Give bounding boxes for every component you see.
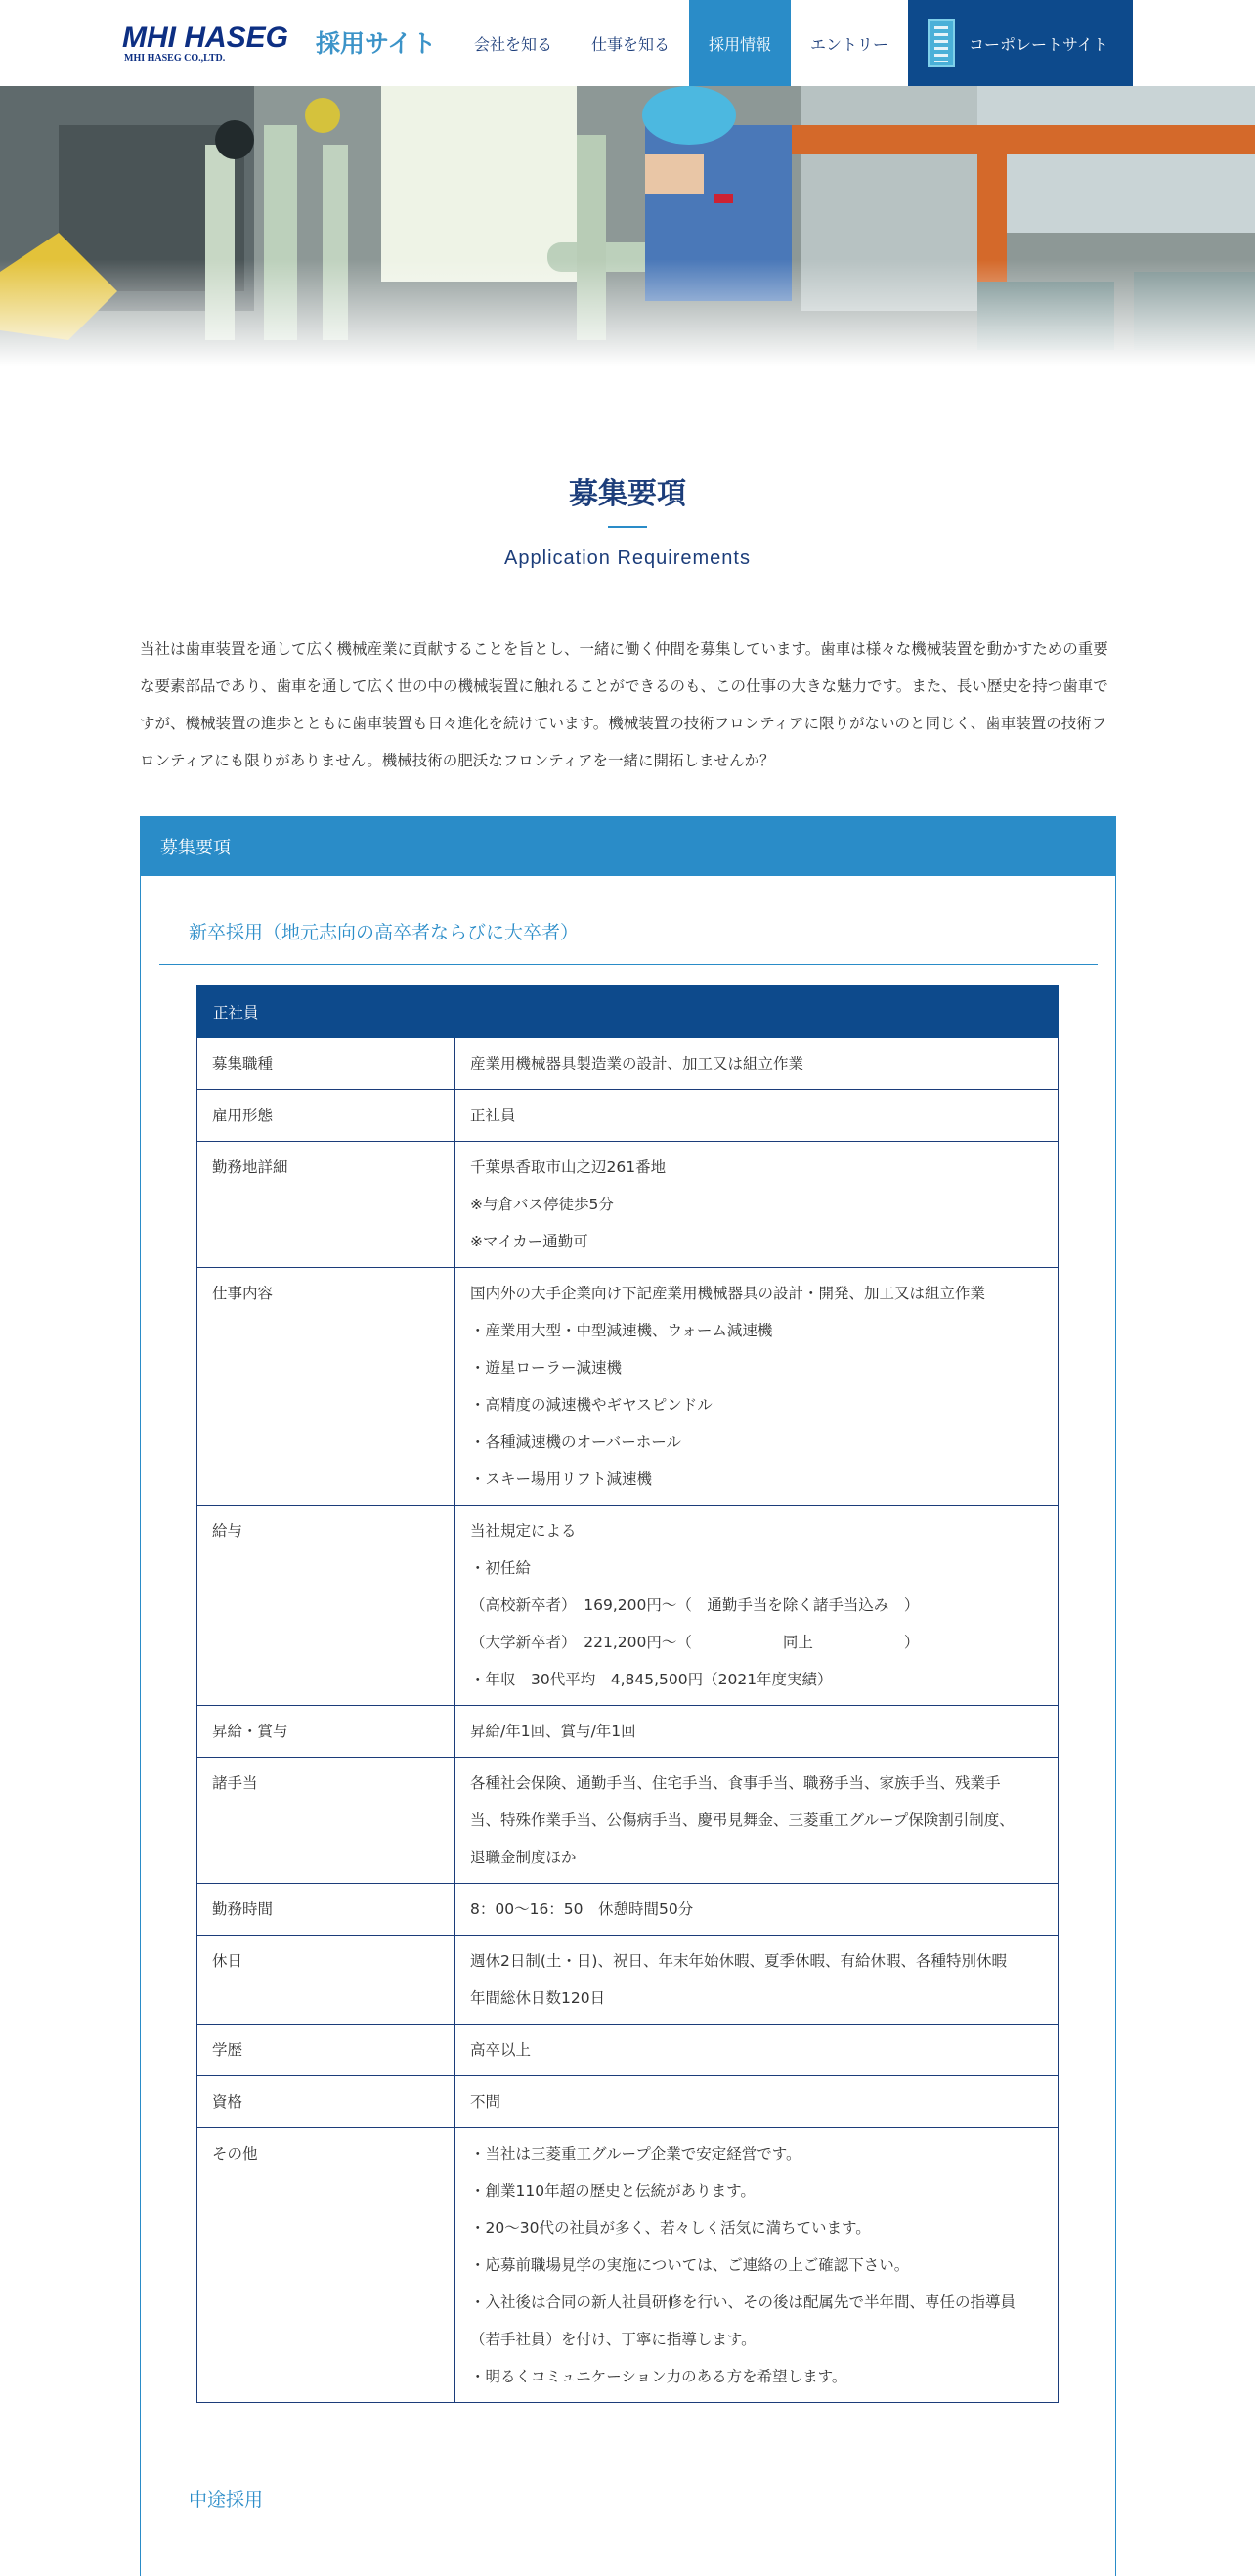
row-value-line: ・遊星ローラー減速機 — [470, 1359, 623, 1376]
row-label: 雇用形態 — [197, 1090, 455, 1142]
row-value-line: 不問 — [470, 2093, 501, 2111]
requirements-table — [196, 985, 1059, 2403]
table-row — [197, 1884, 1059, 1936]
row-value-line: 退職金制度ほか — [470, 1849, 577, 1866]
logo-main-text: MHI HASEG — [122, 22, 289, 54]
panel-heading: 募集要項 — [141, 817, 1115, 876]
row-value-line: ※与倉バス停徒歩5分 — [470, 1196, 614, 1213]
title-divider — [608, 526, 647, 528]
site-header — [0, 0, 1255, 86]
row-value-line: ※マイカー通勤可 — [470, 1233, 588, 1250]
row-label: 諸手当 — [197, 1758, 455, 1884]
row-label: 勤務地詳細 — [197, 1142, 455, 1268]
row-label: 休日 — [197, 1936, 455, 2025]
row-value-line: （大学新卒者） 221,200円～（ 同上 ） — [470, 1634, 920, 1651]
table-row — [197, 1268, 1059, 1506]
table-row — [197, 2128, 1059, 2403]
row-value-line: 年間総休日数120日 — [470, 1989, 606, 2007]
row-value-line: （若手社員）を付け、丁寧に指導します。 — [470, 2331, 757, 2348]
row-value-line: ・当社は三菱重工グループ企業で安定経営です。 — [470, 2145, 801, 2162]
corporate-site-link[interactable] — [908, 0, 1133, 86]
row-value-line: 各種社会保険、通勤手当、住宅手当、食事手当、職務手当、家族手当、残業手 — [470, 1774, 1001, 1792]
row-value-line: （高校新卒者） 169,200円～（ 通勤手当を除く諸手当込み ） — [470, 1596, 920, 1614]
section-title-new-graduates: 新卒採用（地元志向の高卒者ならびに大卒者） — [189, 922, 580, 943]
row-value-line: ・各種減速機のオーバーホール — [470, 1433, 681, 1451]
hero-factory-illustration — [0, 86, 1255, 366]
row-value — [455, 2128, 1059, 2403]
nav-item-company[interactable]: 会社を知る — [473, 34, 552, 54]
row-value-line: ・高精度の減速機やギヤスピンドル — [470, 1396, 713, 1414]
row-value — [455, 1038, 1059, 1090]
table-row — [197, 1706, 1059, 1758]
table-row — [197, 1090, 1059, 1142]
row-value — [455, 1268, 1059, 1506]
row-value — [455, 1090, 1059, 1142]
requirements-table-body — [197, 1038, 1059, 2403]
hero-image — [0, 86, 1255, 366]
row-value-line: 千葉県香取市山之辺261番地 — [470, 1158, 667, 1176]
row-value-line: ・年収 30代平均 4,845,500円（2021年度実績） — [470, 1671, 833, 1688]
section-divider — [159, 964, 1098, 965]
row-value-line: ・明るくコミュニケーション力のある方を希望します。 — [470, 2368, 847, 2385]
row-value-line: ・産業用大型・中型減速機、ウォーム減速機 — [470, 1322, 773, 1339]
requirements-panel — [140, 816, 1116, 2576]
nav-item-work[interactable]: 仕事を知る — [590, 34, 670, 54]
row-value-line: ・応募前職場見学の実施については、ご連絡の上ご確認下さい。 — [470, 2256, 910, 2274]
table-row — [197, 1758, 1059, 1884]
row-value-line: 正社員 — [470, 1107, 516, 1124]
logo-sub-text: MHI HASEG CO.,LTD. — [124, 53, 226, 64]
row-label: その他 — [197, 2128, 455, 2403]
row-value-line: 国内外の大手企業向け下記産業用機械器具の設計・開発、加工又は組立作業 — [470, 1285, 986, 1302]
row-value — [455, 1758, 1059, 1884]
row-value — [455, 1506, 1059, 1706]
building-icon — [928, 19, 955, 67]
table-row — [197, 2076, 1059, 2128]
table-row — [197, 1038, 1059, 1090]
row-value-line: ・20～30代の社員が多く、若々しく活気に満ちています。 — [470, 2219, 871, 2237]
row-value — [455, 2076, 1059, 2128]
row-label: 資格 — [197, 2076, 455, 2128]
row-label: 給与 — [197, 1506, 455, 1706]
table-row — [197, 1142, 1059, 1268]
row-value-line: 当、特殊作業手当、公傷病手当、慶弔見舞金、三菱重工グループ保険割引制度、 — [470, 1812, 1015, 1829]
row-value-line: 当社規定による — [470, 1522, 577, 1540]
row-value-line: 昇給/年1回、賞与/年1回 — [470, 1723, 636, 1740]
row-label: 学歴 — [197, 2025, 455, 2076]
intro-paragraph: 当社は歯車装置を通して広く機械産業に貢献することを旨とし、一緒に働く仲間を募集しています。歯車は様々な機械装置を動かすための重要な要素部品であり、歯車を通して広く世の中の機械装置に触れることができるのも、この仕事の大きな魅力です。また、長い歴史を持つ歯車ですが、機械装置の進歩とともに歯車装置も日々進化を続けています。機械装置の技術フロンティアに限りがないのと同じく、歯車装置の技術フロンティアにも限りがありません。機械技術の肥沃なフロンティアを一緒に開拓しませんか？ — [140, 640, 1108, 769]
main-nav — [454, 0, 1133, 86]
row-value-line: 週休2日制(土・日)、祝日、年末年始休暇、夏季休暇、有給休暇、各種特別休暇 — [470, 1952, 1007, 1970]
logo-site-name: 採用サイト — [316, 29, 437, 58]
row-value — [455, 2025, 1059, 2076]
table-heading: 正社員 — [197, 986, 1059, 1038]
table-row — [197, 1506, 1059, 1706]
row-label: 昇給・賞与 — [197, 1706, 455, 1758]
row-value-line: ・創業110年超の歴史と伝統があります。 — [470, 2182, 756, 2200]
row-value-line: ・スキー場用リフト減速機 — [470, 1470, 653, 1488]
corporate-site-label: コーポレートサイト — [969, 34, 1108, 54]
row-value-line: 産業用機械器具製造業の設計、加工又は組立作業 — [470, 1055, 804, 1072]
row-value-line: 高卒以上 — [470, 2041, 532, 2059]
row-value — [455, 1936, 1059, 2025]
nav-item-entry[interactable]: エントリー — [809, 34, 888, 54]
row-label: 募集職種 — [197, 1038, 455, 1090]
row-label: 勤務時間 — [197, 1884, 455, 1936]
row-value-line: ・入社後は合同の新人社員研修を行い、その後は配属先で半年間、専任の指導員 — [470, 2293, 1017, 2311]
nav-item-recruitment[interactable]: 採用情報 — [689, 0, 791, 86]
row-value — [455, 1884, 1059, 1936]
site-logo[interactable] — [122, 22, 445, 66]
row-label: 仕事内容 — [197, 1268, 455, 1506]
page-title: 募集要項 — [569, 477, 686, 511]
page-subtitle: Application Requirements — [504, 547, 751, 569]
table-row — [197, 1936, 1059, 2025]
table-row — [197, 2025, 1059, 2076]
row-value-line: ・初任給 — [470, 1559, 532, 1577]
row-value — [455, 1706, 1059, 1758]
row-value — [455, 1142, 1059, 1268]
row-value-line: 8：00～16：50 休憩時間50分 — [470, 1900, 694, 1918]
section-title-mid-career: 中途採用 — [189, 2489, 264, 2511]
